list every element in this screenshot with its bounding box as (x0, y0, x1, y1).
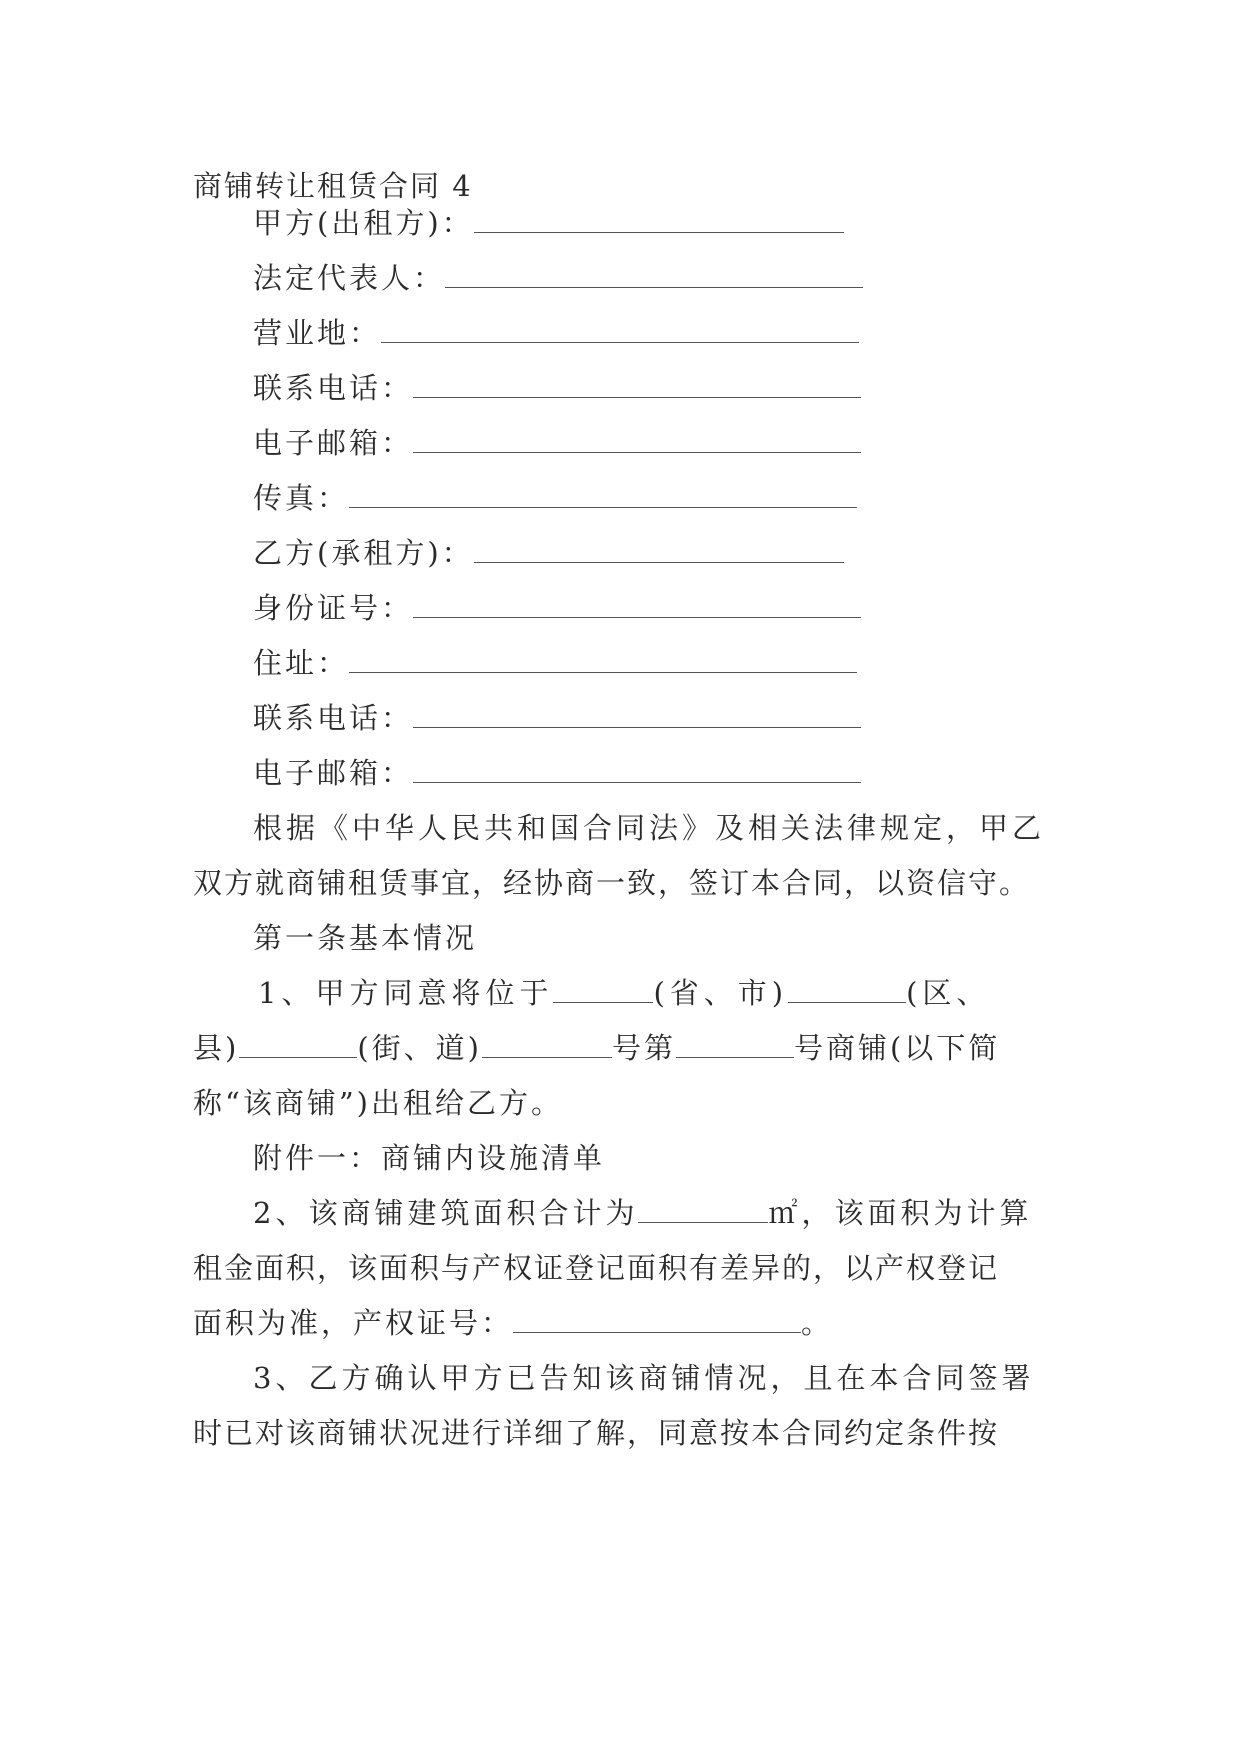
party-a-phone-label: 联系电话： (253, 371, 414, 405)
clause-1-text-f: 号第 (611, 1031, 676, 1065)
clause-1-text-c: (区、 (906, 976, 991, 1010)
preamble-line-2: 双方就商铺租赁事宜，经协商一致，签订本合同，以资信守。 (193, 866, 1031, 900)
document-title: 商铺转让租赁合同 4 (193, 169, 473, 203)
clause-1-district-blank[interactable] (788, 976, 906, 1003)
party-b-address-row (253, 643, 857, 683)
clause-1-text-b: (省、市) (653, 976, 789, 1010)
clause-1-province-blank[interactable] (553, 976, 653, 1003)
clause-2-area-blank[interactable] (638, 1196, 768, 1223)
clause-1-shop-number-blank[interactable] (676, 1031, 794, 1058)
party-b-address-label: 住址： (253, 646, 350, 680)
clause-1-line-1 (258, 973, 990, 1013)
party-a-lessor-blank[interactable] (474, 206, 844, 233)
clause-2-text-a: 2、该商铺建筑面积合计为 (253, 1196, 639, 1230)
party-b-email-blank[interactable] (413, 756, 861, 783)
party-a-representative-label: 法定代表人： (253, 261, 446, 295)
party-a-phone-row (253, 368, 861, 408)
clause-1-text-a: 1、甲方同意将位于 (258, 976, 554, 1010)
clause-1-street-blank[interactable] (482, 1031, 612, 1058)
article-1-heading: 第一条基本情况 (253, 921, 478, 955)
party-a-email-label: 电子邮箱： (253, 426, 414, 460)
party-b-address-blank[interactable] (349, 646, 857, 673)
clause-2-text-c: 面积为准，产权证号： (193, 1306, 514, 1340)
party-a-fax-blank[interactable] (349, 481, 857, 508)
clause-3-line-2: 时已对该商铺状况进行详细了解，同意按本合同约定条件按 (193, 1416, 1000, 1450)
party-b-id-label: 身份证号： (253, 591, 414, 625)
clause-1-county-blank[interactable] (239, 1031, 357, 1058)
clause-2-certificate-blank[interactable] (513, 1306, 801, 1333)
clause-2-line-3 (193, 1303, 833, 1343)
clause-2-line-2: 租金面积，该面积与产权证登记面积有差异的，以产权登记 (193, 1251, 1000, 1285)
clause-1-line-2 (193, 1028, 1000, 1068)
party-b-phone-blank[interactable] (413, 701, 861, 728)
clause-1-text-e: (街、道) (357, 1031, 482, 1065)
party-b-phone-label: 联系电话： (253, 701, 414, 735)
party-a-representative-blank[interactable] (445, 261, 863, 288)
clause-3-line-1: 3、乙方确认甲方已告知该商铺情况，且在本合同签署 (253, 1361, 1035, 1395)
party-b-phone-row (253, 698, 861, 738)
attachment-1: 附件一：商铺内设施清单 (253, 1141, 606, 1175)
clause-1-text-g: 号商铺(以下简 (793, 1031, 1001, 1065)
party-a-business-address-row (253, 313, 859, 353)
clause-2-text-b: ㎡，该面积为计算 (768, 1196, 1033, 1230)
party-b-lessee-label: 乙方(承租方)： (253, 536, 474, 570)
party-b-id-blank[interactable] (413, 591, 861, 618)
party-a-lessor-label: 甲方(出租方)： (253, 206, 474, 240)
party-a-business-address-label: 营业地： (253, 316, 382, 350)
party-a-email-row (253, 423, 861, 463)
preamble-line-1: 根据《中华人民共和国合同法》及相关法律规定，甲乙 (253, 811, 1046, 845)
party-b-lessee-row (253, 533, 844, 573)
party-a-fax-label: 传真： (253, 481, 350, 515)
party-a-lessor-row (253, 203, 844, 243)
party-b-lessee-blank[interactable] (474, 536, 844, 563)
party-b-email-row (253, 753, 861, 793)
party-a-business-address-blank[interactable] (381, 316, 859, 343)
clause-1-text-d: 县) (193, 1031, 240, 1065)
party-b-id-row (253, 588, 861, 628)
party-a-phone-blank[interactable] (413, 371, 861, 398)
party-b-email-label: 电子邮箱： (253, 756, 414, 790)
clause-2-line-1 (253, 1193, 1032, 1233)
party-a-representative-row (253, 258, 863, 298)
clause-1-line-3: 称“该商铺”)出租给乙方。 (193, 1086, 563, 1120)
party-a-fax-row (253, 478, 857, 518)
clause-2-text-d: 。 (801, 1306, 834, 1340)
party-a-email-blank[interactable] (413, 426, 861, 453)
